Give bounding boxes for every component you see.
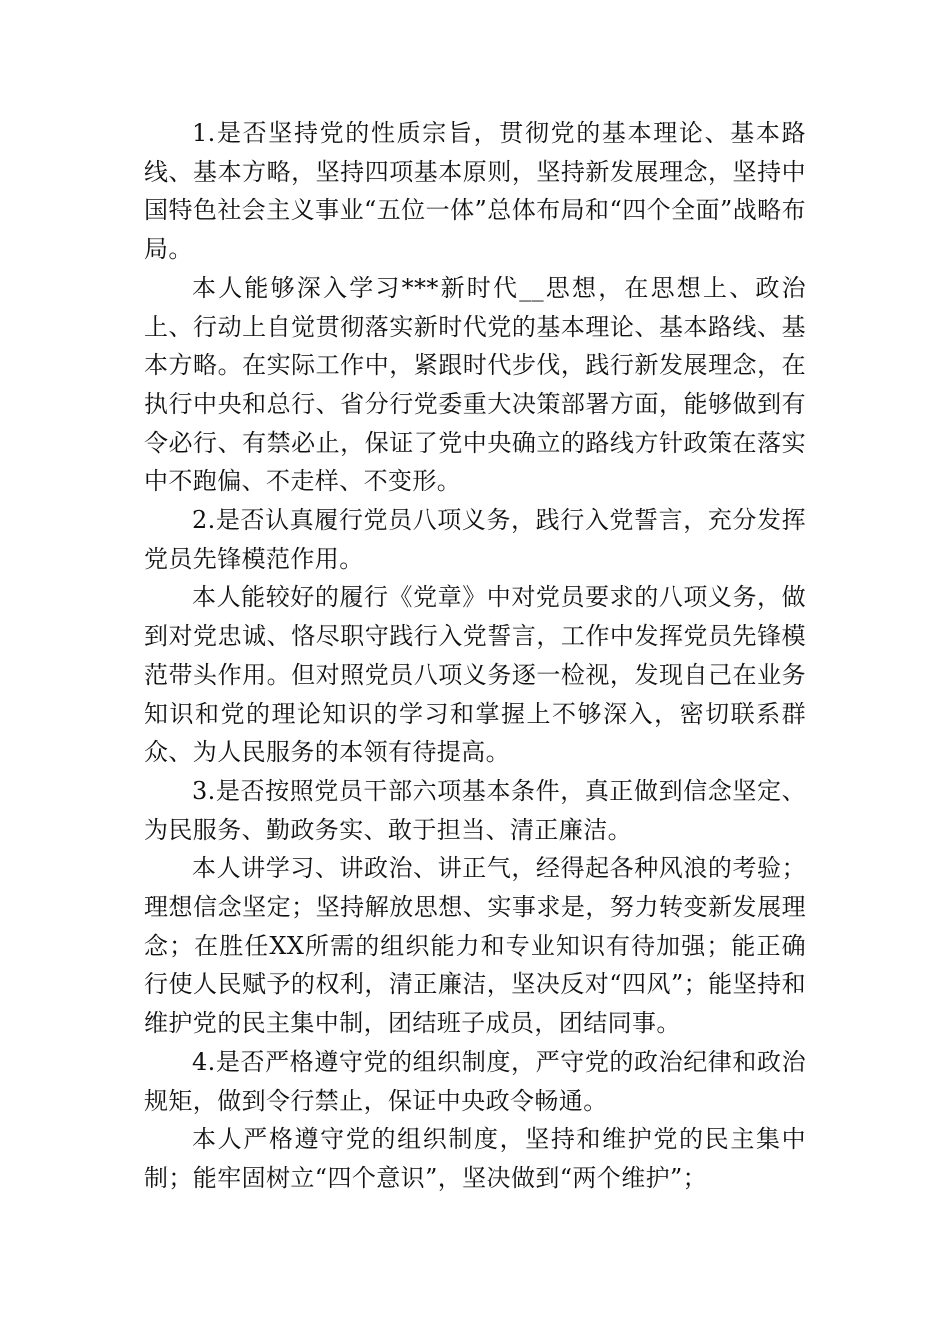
answer-4: 本人严格遵守党的组织制度，坚持和维护党的民主集中制；能牢固树立“四个意识”，坚决做到“两个维护”； <box>144 1125 806 1192</box>
answer-1: 本人能够深入学习***新时代__思想，在思想上、政治上、行动上自觉贯彻落实新时代党的基本理论、基本路线、基本方略。在实际工作中，紧跟时代步伐，践行新发展理念，在执行中央和总行、省分行党委重大决策部署方面，能够做到有令必行、有禁必止，保证了党中央确立的路线方针政策在落实中不跑偏、不走样、不变形。 <box>144 273 806 496</box>
question-1: 1.是否坚持党的性质宗旨，贯彻党的基本理论、基本路线、基本方略，坚持四项基本原则，坚持新发展理念，坚持中国特色社会主义事业“五位一体”总体布局和“四个全面”战略布局。 <box>144 119 806 264</box>
answer-2: 本人能较好的履行《党章》中对党员要求的八项义务，做到对党忠诚、恪尽职守践行入党誓言，工作中发挥党员先锋模范带头作用。但对照党员八项义务逐一检视，发现自己在业务知识和党的理论知识的学习和掌握上不够深入，密切联系群众、为人民服务的本领有待提高。 <box>144 583 806 767</box>
question-2: 2.是否认真履行党员八项义务，践行入党誓言，充分发挥党员先锋模范作用。 <box>144 506 806 573</box>
question-3: 3.是否按照党员干部六项基本条件，真正做到信念坚定、为民服务、勤政务实、敢于担当、清正廉洁。 <box>144 776 806 844</box>
document-body <box>144 114 806 1198</box>
question-4: 4.是否严格遵守党的组织制度，严守党的政治纪律和政治规矩，做到令行禁止，保证中央政令畅通。 <box>144 1047 806 1115</box>
answer-3: 本人讲学习、讲政治、讲正气，经得起各种风浪的考验；理想信念坚定；坚持解放思想、实事求是，努力转变新发展理念；在胜任XX所需的组织能力和专业知识有待加强；能正确行使人民赋予的权利，清正廉洁，坚决反对“四风”；能坚持和维护党的民主集中制，团结班子成员，团结同事。 <box>144 854 806 1038</box>
